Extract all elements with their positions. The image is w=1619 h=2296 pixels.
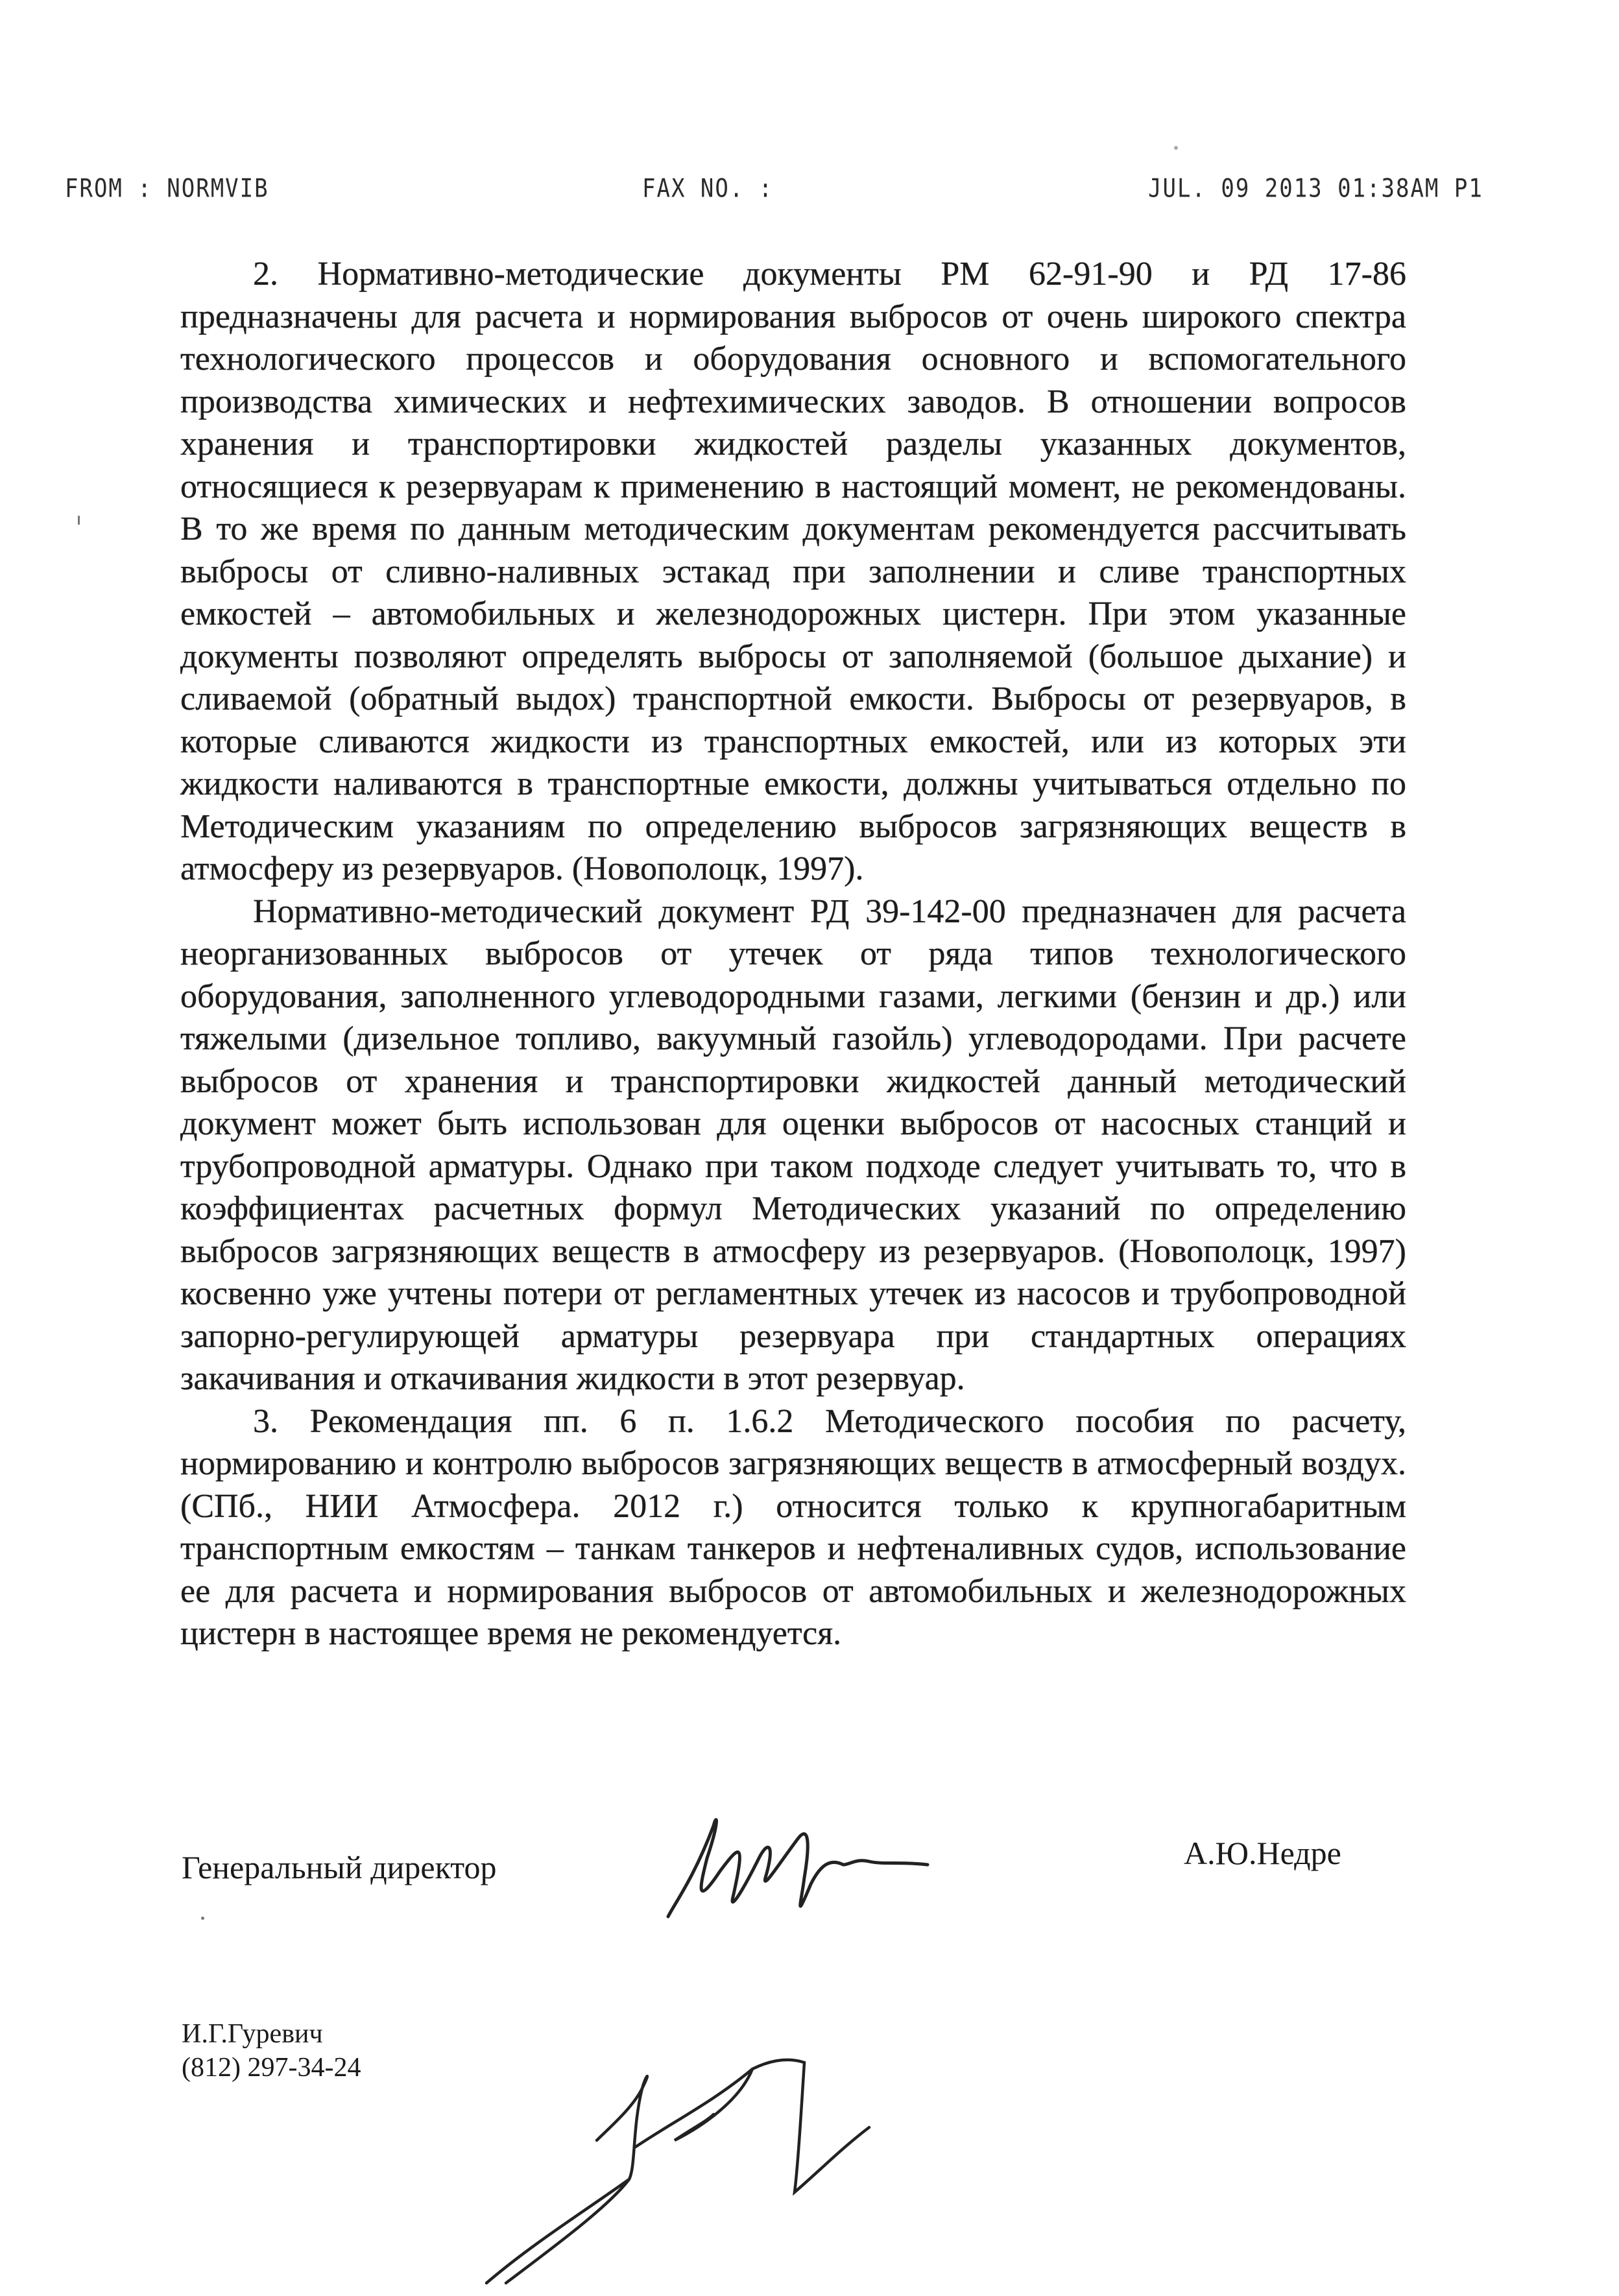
contact-name: И.Г.Гуревич <box>182 2019 323 2049</box>
scan-speck <box>78 516 80 525</box>
fax-header <box>0 174 1619 211</box>
fax-date-page: JUL. 09 2013 01:38AM P1 <box>1148 174 1483 204</box>
contact-phone: (812) 297-34-24 <box>182 2053 361 2083</box>
director-signature-icon <box>655 1800 1018 1930</box>
scan-speck <box>1174 146 1178 150</box>
paragraph-item-2: 2. Нормативно-методические документы РМ 62-91-90 и РД 17-86 предназначены для расчета и нормирования выбросов от очень широкого спектра технологического процессов и оборудования основного и вспомогательного производства химических и нефтехимических заводов. В отношении вопросов хранения и транспортировки жидкостей разделы указанных документов, относящиеся к резервуарам к применению в настоящий момент, не рекомендованы. В то же время по данным методическим документам рекомендуется рассчитывать выбросы от сливно-наливных эстакад при заполнении и сливе транспортных емкостей – автомобильных и железнодорожных цистерн. При этом указанные документы позволяют определять выбросы от заполняемой (большое дыхание) и сливаемой (обратный выдох) транспортной емкости. Выбросы от резервуаров, в которые сливаются жидкости из транспортных емкостей, или из которых эти жидкости наливаются в транспортные емкости, должны учитываться отдельно по Методическим указаниям по определению выбросов загрязняющих веществ в атмосферу из резервуаров. (Новополоцк, 1997). <box>180 256 1406 887</box>
paragraph-item-3: 3. Рекомендация пп. 6 п. 1.6.2 Методического пособия по расчету, нормированию и контролю выбросов загрязняющих веществ в атмосферный воздух. (СПб., НИИ Атмосфера. 2012 г.) относится только к крупногабаритным транспортным емкостям – танкам танкеров и нефтеналивных судов, использование ее для расчета и нормирования выбросов от автомобильных и железнодорожных цистерн в настоящее время не рекомендуется. <box>180 1402 1406 1652</box>
paragraph-rd-39: Нормативно-методический документ РД 39-142-00 предназначен для расчета неорганизованных выбросов от утечек от ряда типов технологического оборудования, заполненного углеводородными газами, легкими (бензин и др.) или тяжелыми (дизельное топливо, вакуумный газойль) углеводородами. При расчете выбросов от хранения и транспортировки жидкостей данный методический документ может быть использован для оценки выбросов от насосных станций и трубопроводной арматуры. Однако при таком подходе следует учитывать то, что в коэффициентах расчетных формул Методических указаний по определению выбросов загрязняющих веществ в атмосферу из резервуаров. (Новополоцк, 1997) косвенно уже учтены потери от регламентных утечек из насосов и трубопроводной запорно-регулирующей арматуры резервуара при стандартных операциях закачивания и откачивания жидкости в этот резервуар. <box>180 892 1406 1397</box>
fax-number: FAX NO. : <box>642 174 774 204</box>
contact-block <box>182 2017 361 2085</box>
scan-speck <box>201 1917 204 1920</box>
signatory-title: Генеральный директор <box>182 1849 497 1885</box>
signatory-name: А.Ю.Недре <box>1184 1835 1341 1871</box>
fax-from: FROM : NORMVIB <box>65 174 269 204</box>
letter-body <box>180 253 1406 1655</box>
executor-signature-icon <box>480 2050 882 2296</box>
